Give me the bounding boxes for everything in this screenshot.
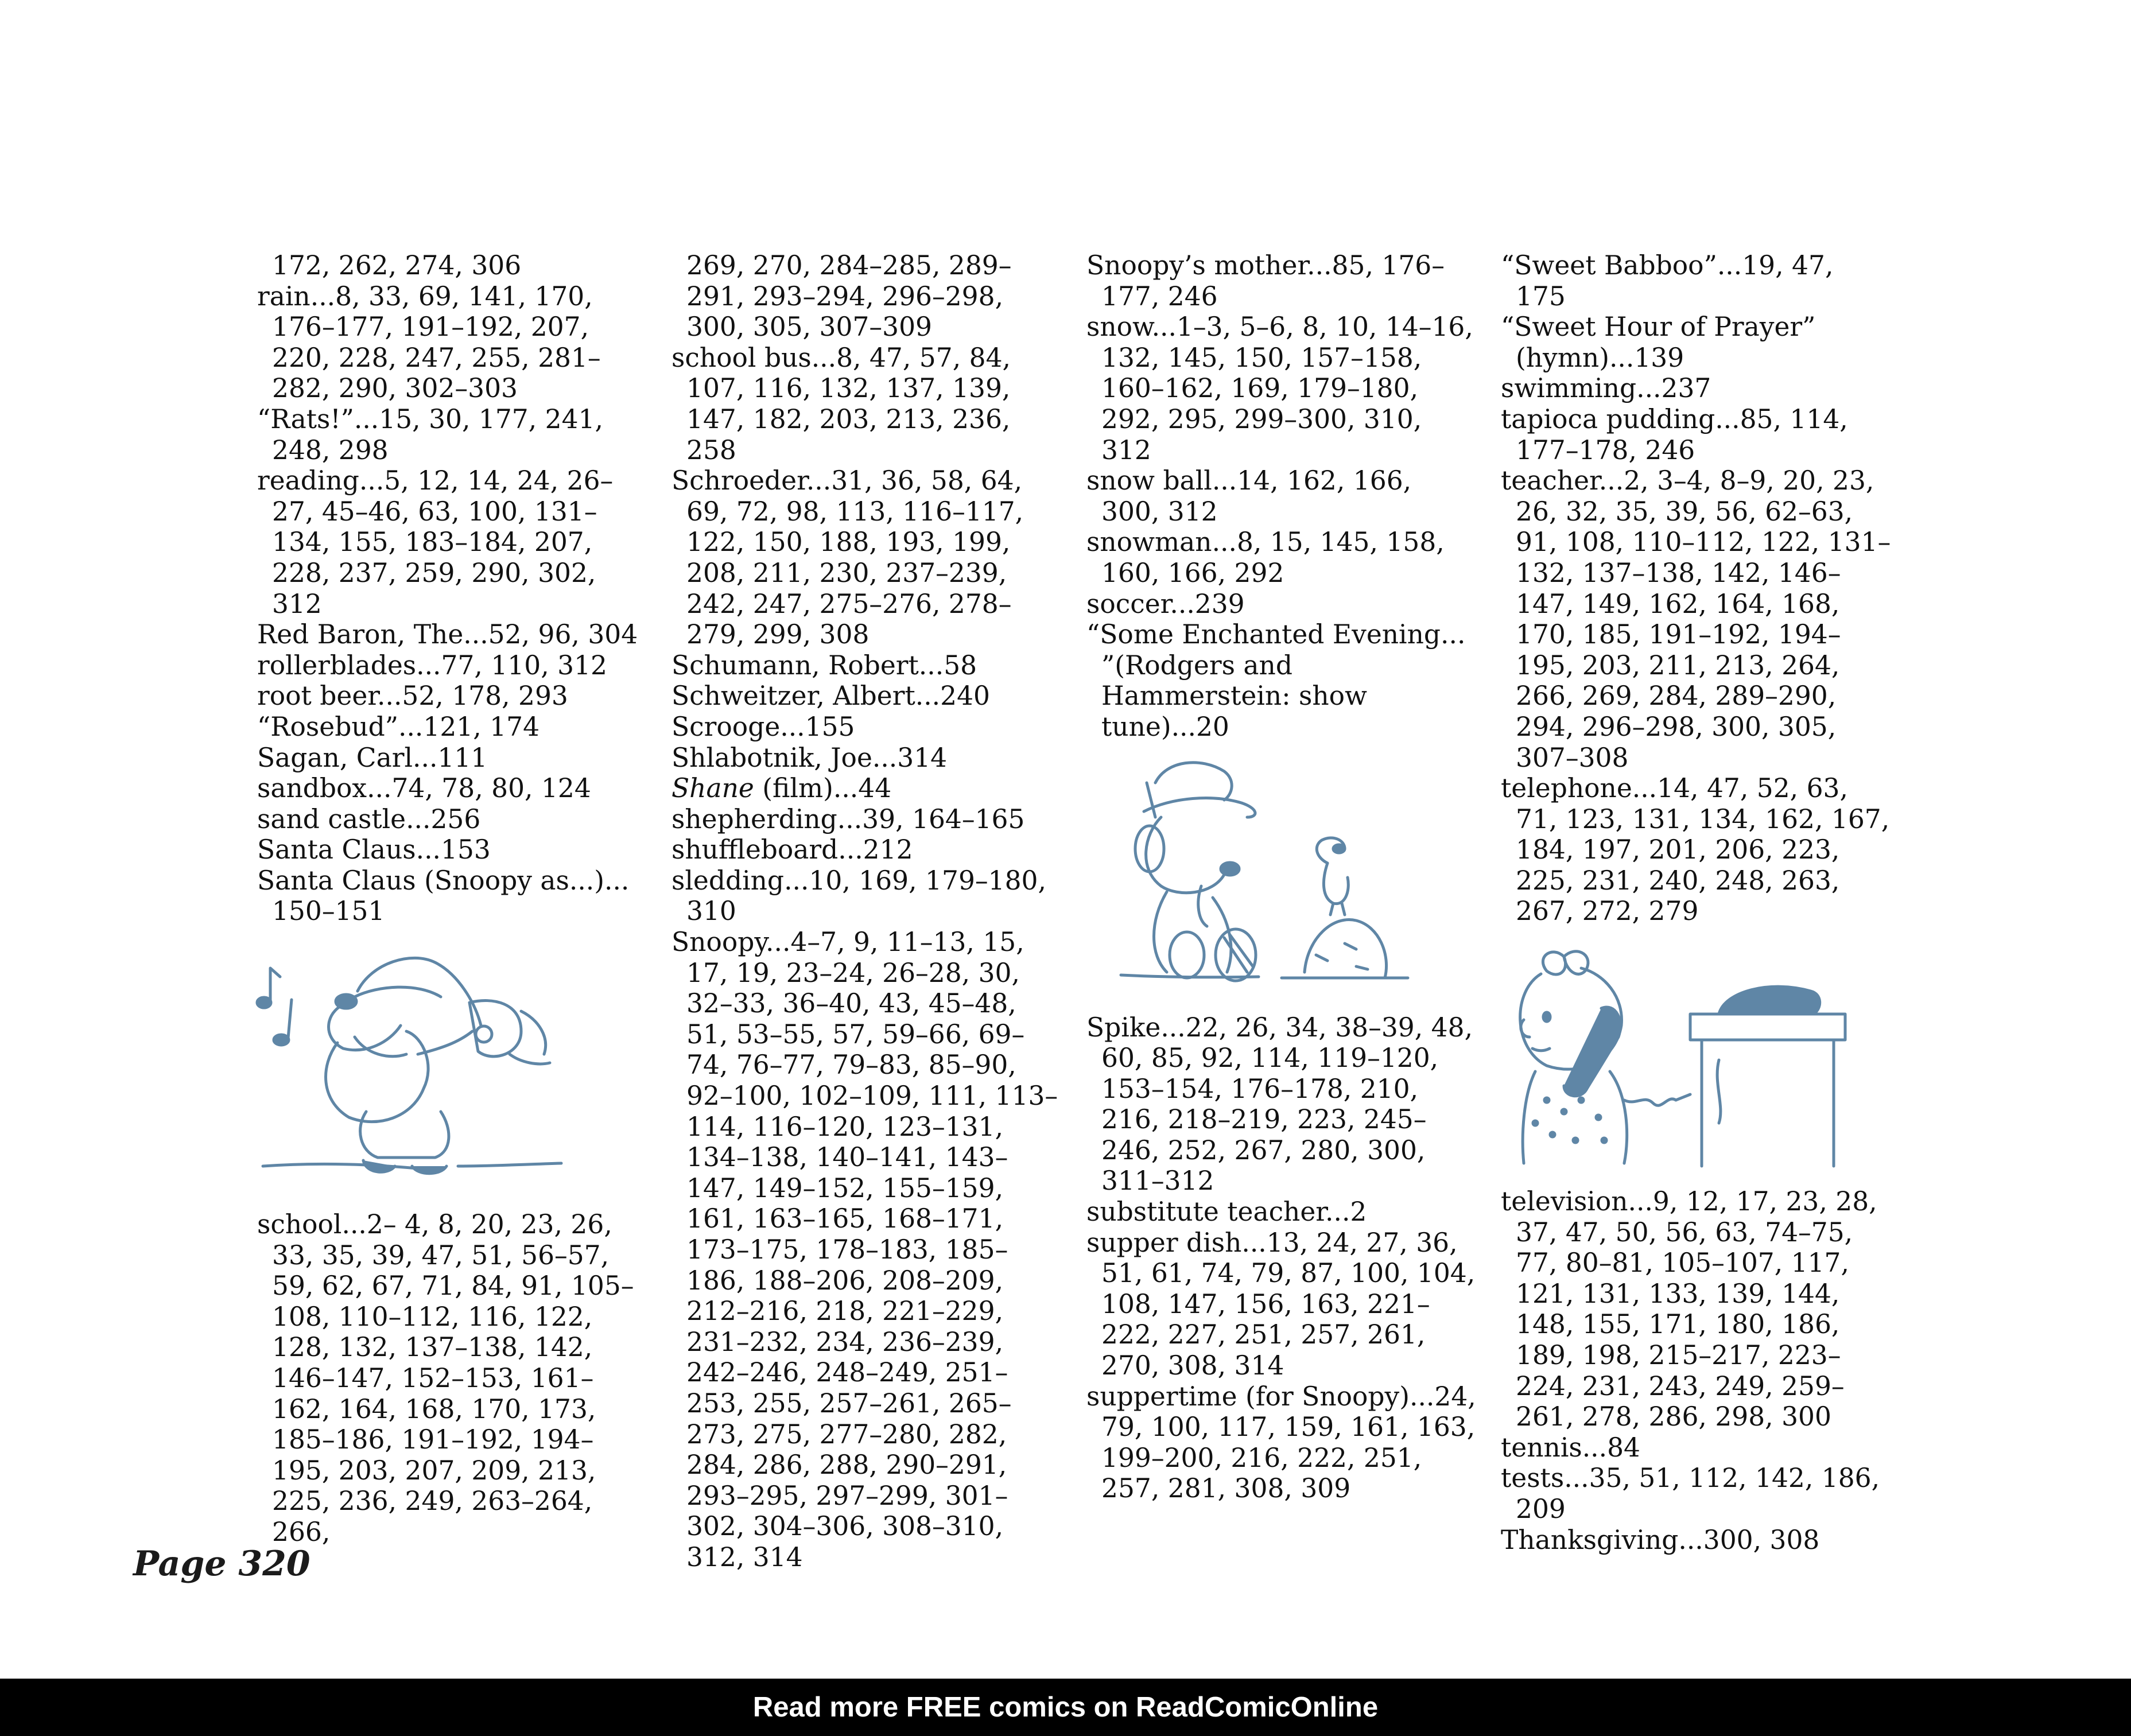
index-entry (1086, 312, 1477, 465)
index-entry (671, 681, 1062, 712)
index-entry-text: (film)...44 (754, 773, 892, 804)
index-entry-text: root beer...52, 178, 293 (257, 681, 568, 712)
index-entry (257, 834, 647, 865)
index-entry-text: shepherding...39, 164–165 (671, 803, 1025, 834)
index-entry-text: school bus...8, 47, 57, 84, 107, 116, 132, 137, 139, 147, 182, 203, 213, 236, 258 (671, 342, 1011, 465)
index-entry-text: snow ball...14, 162, 166, 300, 312 (1086, 465, 1412, 527)
index-entry (1086, 619, 1477, 742)
index-entry (1086, 465, 1477, 527)
index-entry (671, 834, 1062, 865)
index-entry-continued (671, 250, 1062, 343)
index-entry-text: snowman...8, 15, 145, 158, 160, 166, 292 (1086, 527, 1445, 588)
index-entry-text: telephone...14, 47, 52, 63, 71, 123, 131, 134, 162, 167, 184, 197, 201, 206, 223, 225, 231, 240, 248, 263, 267, 272, 279 (1501, 773, 1890, 927)
index-entry (1501, 1432, 1891, 1463)
index-entry (257, 804, 647, 835)
index-entry-continued (257, 250, 647, 281)
index-entry (1086, 250, 1477, 312)
index-entry (1086, 1012, 1477, 1197)
index-entry-text: Santa Claus (Snoopy as...)... 150–151 (257, 865, 630, 927)
index-entry (671, 343, 1062, 465)
snoopy-woodstock-illustration (1086, 748, 1477, 1012)
index-entry-text: “Rosebud”...121, 174 (257, 711, 540, 742)
index-entry (257, 465, 647, 619)
index-entry-text: tennis...84 (1501, 1432, 1641, 1463)
index-entry-text: Snoopy...4–7, 9, 11–13, 15, 17, 19, 23–24, 26–28, 30, 32–33, 36–40, 43, 45–48, 51, 53–55, 57, 59–66, 69–74, 76–77, 79–83, 85–90, 92–100, 102–109, 111, 113– 114, 116–120, 123–131, 134–138, 140–141, 143–147, 149–152, 155–159, 161, 163–165, 168–171, 173–175, 178–183, 185–186, 188–206, 208–209, 212–216, 218, 221–229, 231–232, 234, 236–239, 242–246, 248–249, 251–253, 255, 257–261, 265–273, 275, 277–280, 282, 284, 286, 288, 290–291, 293–295, 297–299, 301–302, 304–306, 308–310, 312, 314 (671, 927, 1058, 1572)
index-entry-text: suppertime (for Snoopy)...24, 79, 100, 117, 159, 161, 163, 199–200, 216, 222, 251, 257, 281, 308, 309 (1086, 1381, 1476, 1504)
index-entry (1501, 465, 1891, 773)
index-entry (671, 927, 1062, 1572)
page-number: Page 320 (133, 1544, 310, 1584)
index-entry (257, 404, 647, 465)
index-entry-text: Scrooge...155 (671, 711, 855, 742)
index-entry-text: sledding...10, 169, 179–180, 310 (671, 865, 1046, 927)
index-entry-text: reading...5, 12, 14, 24, 26–27, 45–46, 63, 100, 131–134, 155, 183–184, 207, 228, 237, 259, 290, 302, 312 (257, 465, 614, 619)
index-entry-text: Santa Claus...153 (257, 834, 491, 865)
index-entry (1501, 404, 1891, 465)
index-entry-text: Shlabotnik, Joe...314 (671, 742, 948, 773)
index-column-1 (257, 250, 647, 1548)
index-entry-text: tests...35, 51, 112, 142, 186, 209 (1501, 1463, 1880, 1524)
index-entry-text: Red Baron, The...52, 96, 304 (257, 619, 638, 650)
index-entry (1501, 1525, 1891, 1556)
index-entry (671, 712, 1062, 743)
index-entry-text: Schumann, Robert...58 (671, 650, 977, 681)
index-entry-text: shuffleboard...212 (671, 834, 913, 865)
index-entry-text: supper dish...13, 24, 27, 36, 51, 61, 74, 79, 87, 100, 104, 108, 147, 156, 163, 221–222, 227, 251, 257, 261, 270, 308, 314 (1086, 1227, 1476, 1381)
index-entry-text: Snoopy’s mother...85, 176– 177, 246 (1086, 250, 1445, 312)
index-entry (1501, 1186, 1891, 1432)
index-entry (1501, 373, 1891, 404)
index-column-3 (1086, 250, 1477, 1504)
index-entry-text: “Sweet Babboo”...19, 47, 175 (1501, 250, 1834, 312)
index-entry-text: 172, 262, 274, 306 (272, 250, 522, 281)
index-entry (671, 865, 1062, 927)
index-entry (257, 865, 647, 927)
index-entry-text: snow...1–3, 5–6, 8, 10, 14–16, 132, 145, 150, 157–158, 160–162, 169, 179–180, 292, 295, 299–300, 310, 312 (1086, 312, 1473, 465)
index-entry (1086, 1197, 1477, 1228)
index-entry (257, 712, 647, 743)
index-entry (1501, 312, 1891, 373)
index-entry (1501, 773, 1891, 927)
index-entry (1086, 527, 1477, 588)
snoopy-santa-illustration (251, 939, 647, 1209)
index-entry-title: Shane (671, 773, 754, 804)
index-entry (671, 804, 1062, 835)
index-entry-text: “Some Enchanted Evening... ”(Rodgers and Hammerstein: show tune)...20 (1086, 619, 1466, 742)
index-entry (1501, 1463, 1891, 1524)
index-entry-text: tapioca pudding...85, 114, 177–178, 246 (1501, 403, 1848, 465)
index-entry-text: rollerblades...77, 110, 312 (257, 650, 607, 681)
index-entry-text: school...2– 4, 8, 20, 23, 26, 33, 35, 39, 47, 51, 56–57, 59, 62, 67, 71, 84, 91, 105–108, 110–112, 116, 122, 128, 132, 137–138, 142, 146–147, 152–153, 161–162, 164, 168, 170, 173, 185–186, 191–192, 194–195, 203, 207, 209, 213, 225, 236, 249, 263–264, 266, (257, 1209, 634, 1547)
index-entry (671, 465, 1062, 650)
index-entry (1086, 1381, 1477, 1504)
index-entry-text: substitute teacher...2 (1086, 1197, 1367, 1228)
index-entry (1086, 589, 1477, 620)
index-entry-text: “Sweet Hour of Prayer” (hymn)...139 (1501, 312, 1816, 373)
index-entry (671, 773, 1062, 804)
index-entry-text: Spike...22, 26, 34, 38–39, 48, 60, 85, 92, 114, 119–120, 153–154, 176–178, 210, 216, 218–219, 223, 245–246, 252, 267, 280, 300, 311–312 (1086, 1012, 1473, 1197)
footer-banner-link[interactable]: Read more FREE comics on ReadComicOnline (0, 1679, 2131, 1736)
index-entry-text: swimming...237 (1501, 373, 1711, 404)
index-entry-text: soccer...239 (1086, 588, 1245, 619)
index-entry (671, 743, 1062, 774)
index-entry (1501, 250, 1891, 312)
index-entry-text: sand castle...256 (257, 803, 481, 834)
index-column-2 (671, 250, 1062, 1573)
index-entry-text: “Rats!”...15, 30, 177, 241, 248, 298 (257, 403, 603, 465)
index-entry (257, 619, 647, 650)
index-entry (257, 281, 647, 404)
music-note-icon (257, 968, 292, 1045)
index-entry (257, 743, 647, 774)
index-column-4 (1501, 250, 1891, 1555)
sally-telephone-illustration (1501, 939, 1891, 1186)
index-entry-text: rain...8, 33, 69, 141, 170, 176–177, 191–192, 207, 220, 228, 247, 255, 281–282, 290, 302–303 (257, 281, 601, 404)
index-entry (257, 773, 647, 804)
index-entry-text: 269, 270, 284–285, 289–291, 293–294, 296–298, 300, 305, 307–309 (686, 250, 1012, 343)
index-entry-text: sandbox...74, 78, 80, 124 (257, 773, 591, 804)
index-entry (257, 681, 647, 712)
index-entry-text: Schweitzer, Albert...240 (671, 681, 990, 712)
index-entry-text: Schroeder...31, 36, 58, 64, 69, 72, 98, 113, 116–117, 122, 150, 188, 193, 199, 208, 211, 230, 237–239, 242, 247, 275–276, 278–279, 299, 308 (671, 465, 1024, 650)
index-entry-text: Thanksgiving...300, 308 (1501, 1524, 1820, 1555)
index-entry-text: Sagan, Carl...111 (257, 742, 488, 773)
index-entry (257, 1209, 647, 1548)
index-entry-text: television...9, 12, 17, 23, 28, 37, 47, 50, 56, 63, 74–75, 77, 80–81, 105–107, 117, 121, 131, 133, 139, 144, 148, 155, 171, 180, 186, 189, 198, 215–217, 223–224, 231, 243, 249, 259–261, 278, 286, 298, 300 (1501, 1186, 1877, 1432)
index-entry (1086, 1228, 1477, 1381)
index-entry (257, 650, 647, 681)
index-entry-text: teacher...2, 3–4, 8–9, 20, 23, 26, 32, 35, 39, 56, 62–63, 91, 108, 110–112, 122, 131–132, 137–138, 142, 146–147, 149, 162, 164, 168, 170, 185, 191–192, 194–195, 203, 211, 213, 264, 266, 269, 284, 289–290, 294, 296–298, 300, 305, 307–308 (1501, 465, 1891, 773)
index-entry (671, 650, 1062, 681)
